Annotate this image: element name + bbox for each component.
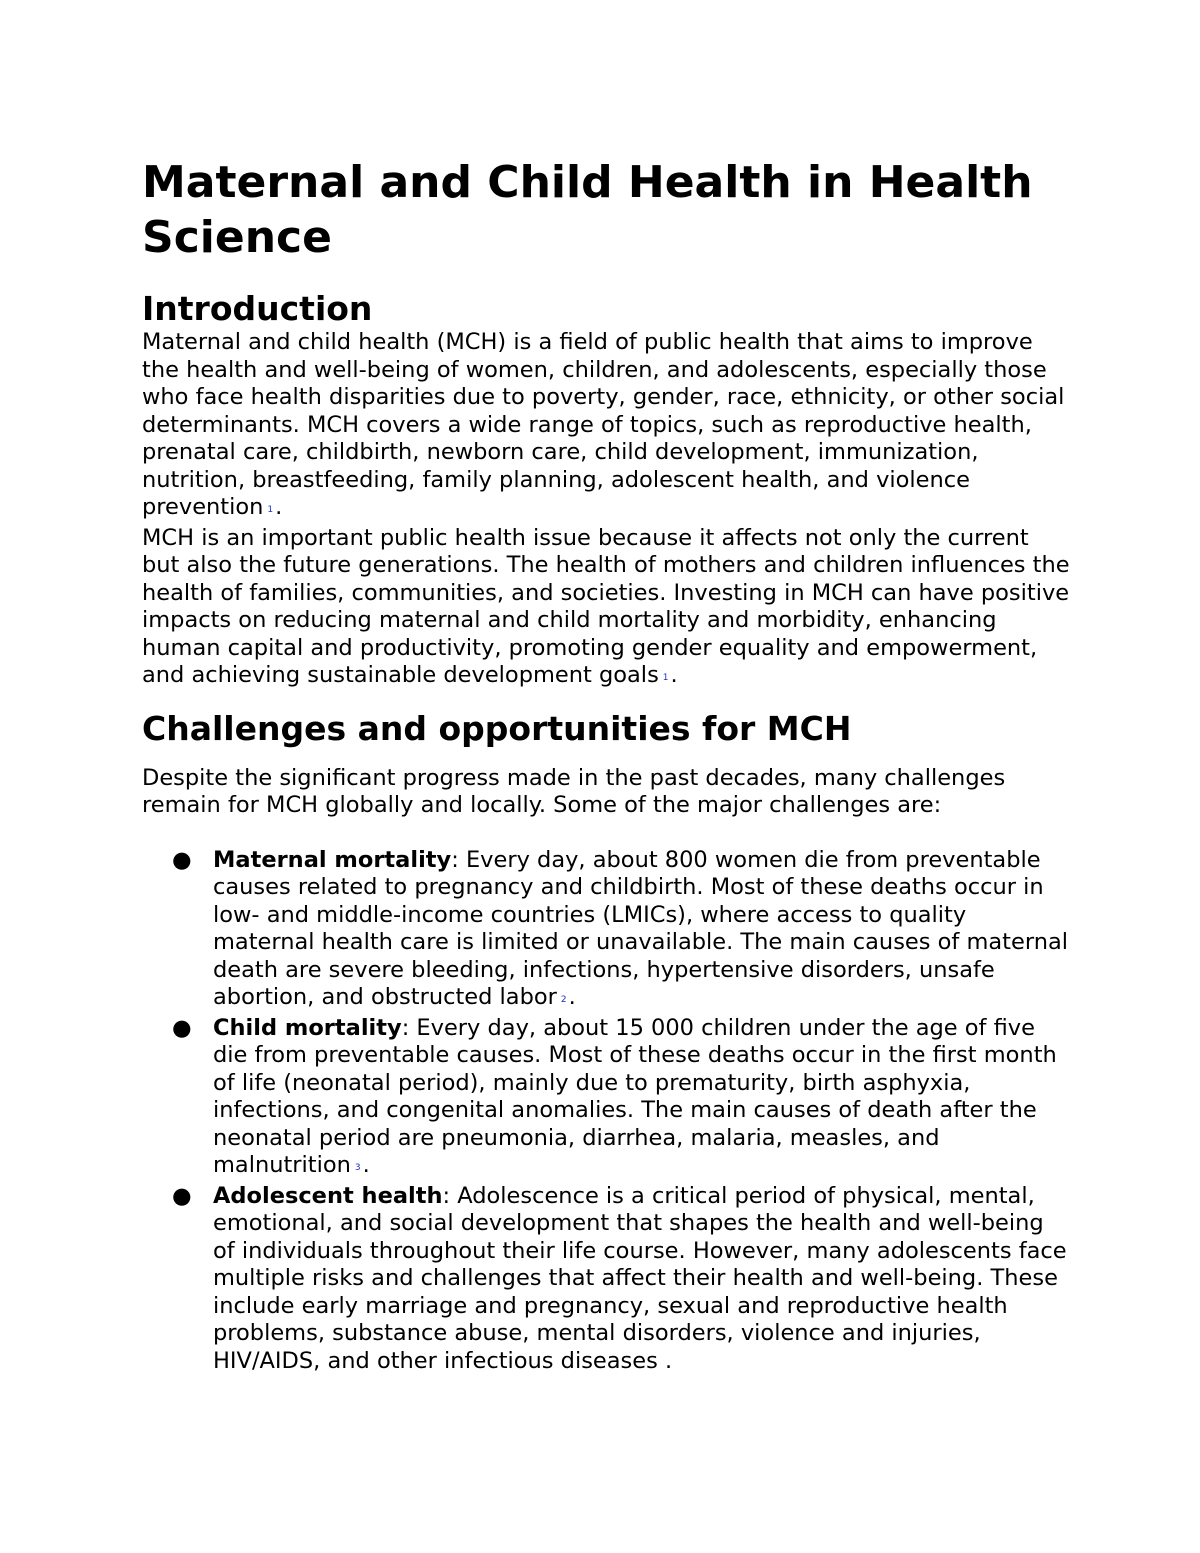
challenges-heading: Challenges and opportunities for MCH [142, 708, 852, 748]
challenges-lead-paragraph: Despite the significant progress made in the past decades, many challenges remain for MCH globally and locally. Some of the major challenges are: [142, 764, 1006, 818]
intro-paragraph-1-text: Maternal and child health (MCH) is a field of public health that aims to improve the health and well-being of women, children, and adolescents, especially those who face health disparities due to poverty, gender, race, ethnicity, or other social determinants. MCH covers a wide range of topics, such as reproductive health, prenatal care, childbirth, newborn care, child development, immunization, nutrition, breastfeeding, family planning, adolescent health, and violence prevention [142, 329, 1065, 520]
intro-paragraph-2-text: MCH is an important public health issue because it affects not only the current but also the future generations. The health of mothers and children influences the health of families, communities, and societies. Investing in MCH can have positive impacts on reducing maternal and child mortality and morbidity, enhancing human capital and productivity, promoting gender equality and empowerment, and achieving sustainable development goals [142, 524, 1070, 688]
bullet-icon: ● [172, 1014, 192, 1041]
document-title: Maternal and Child Health in Health Science [142, 157, 1033, 263]
reference-link-2[interactable]: 1 [662, 673, 669, 683]
list-item-end: . [362, 1152, 370, 1178]
list-item-text: : Adolescence is a critical period of physical, mental, emotional, and social development that shapes the health and well-being of individuals throughout their life course. However, many adolescents face multiple risks and challenges that affect their health and well-being. These include early marriage and pregnancy, sexual and reproductive health problems, substance abuse, mental disorders, violence and injuries, HIV/AIDS, and other infectious diseases . [213, 1182, 1067, 1374]
intro-paragraph-2 [142, 525, 1072, 693]
list-item [172, 1014, 1072, 1183]
intro-paragraph-1 [142, 329, 1072, 525]
list-item [172, 846, 1072, 1015]
list-item-text: : Every day, about 15 000 children under the age of five die from preventable causes. Most of these deaths occur in the first month of life (neonatal period), mainly due to prematurity, birth asphyxia, infections, and congenital anomalies. The main causes of death after the neonatal period are pneumonia, diarrhea, malaria, measles, and malnutrition [213, 1014, 1057, 1178]
list-item-term: Adolescent health [213, 1182, 443, 1209]
list-item [172, 1182, 1072, 1376]
reference-link-1[interactable]: 1 [267, 505, 274, 515]
list-item-end: . [568, 984, 576, 1010]
reference-link-4[interactable]: 3 [354, 1163, 361, 1173]
challenges-list [142, 847, 1072, 1376]
list-item-text: : Every day, about 800 women die from preventable causes related to pregnancy and childbirth. Most of these deaths occur in low- and middle-income countries (LMICs), where access to quality maternal health care is limited or unavailable. The main causes of maternal death are severe bleeding, infections, hypertensive disorders, unsafe abortion, and obstructed labor [213, 846, 1068, 1010]
reference-link-3[interactable]: 2 [560, 995, 567, 1005]
intro-paragraph-1-end: . [275, 494, 283, 520]
list-item-term: Maternal mortality [213, 846, 452, 873]
list-item-term: Child mortality [213, 1014, 402, 1041]
introduction-heading: Introduction [142, 289, 373, 328]
bullet-icon: ● [172, 846, 192, 873]
bullet-icon: ● [172, 1182, 192, 1209]
intro-paragraph-2-end: . [670, 662, 678, 688]
document-page [142, 155, 1072, 1375]
